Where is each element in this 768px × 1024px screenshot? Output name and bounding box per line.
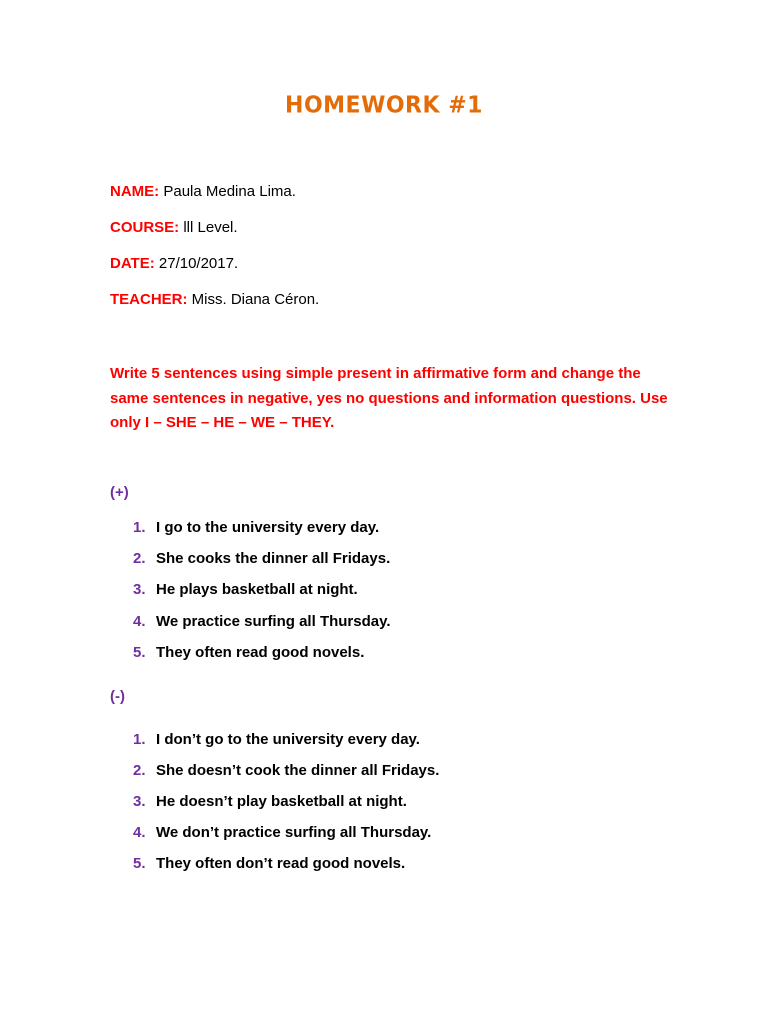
course-value: lll Level.	[183, 219, 238, 236]
list-item-text: They often read good novels.	[156, 644, 365, 661]
teacher-value: Miss. Diana Céron.	[191, 291, 320, 308]
list-item	[133, 824, 431, 841]
list-item-text: She cooks the dinner all Fridays.	[156, 550, 391, 567]
date-value: 27/10/2017.	[158, 255, 239, 272]
course-field	[110, 219, 238, 236]
name-value: Paula Medina Lima.	[163, 183, 296, 200]
list-item	[133, 731, 420, 748]
list-item-number: 1.	[133, 519, 146, 536]
list-item-text: He plays basketball at night.	[156, 581, 358, 598]
list-item-text: I go to the university every day.	[156, 519, 380, 536]
course-label: COURSE:	[110, 219, 180, 236]
name-label: NAME:	[110, 183, 160, 200]
teacher-label: TEACHER:	[110, 291, 188, 308]
list-item-text: I don’t go to the university every day.	[156, 731, 420, 748]
page-title: HOMEWORK #1	[285, 92, 483, 119]
list-item-number: 4.	[133, 613, 146, 630]
date-field	[110, 255, 238, 272]
list-item-number: 2.	[133, 550, 146, 567]
list-item	[133, 855, 405, 872]
list-item-text: They often don’t read good novels.	[156, 855, 406, 872]
list-item-number: 1.	[133, 731, 146, 748]
list-item-number: 5.	[133, 644, 146, 661]
teacher-field	[110, 291, 319, 308]
list-item	[133, 644, 364, 661]
list-item	[133, 793, 407, 810]
list-item	[133, 519, 379, 536]
list-item-text: We don’t practice surfing all Thursday.	[156, 824, 432, 841]
list-item	[133, 613, 391, 630]
list-item	[133, 762, 439, 779]
list-item	[133, 581, 358, 598]
date-label: DATE:	[110, 255, 155, 272]
list-item-text: We practice surfing all Thursday.	[156, 613, 391, 630]
list-item-number: 2.	[133, 762, 146, 779]
list-item-number: 4.	[133, 824, 146, 841]
negative-section-sign: (-)	[110, 688, 125, 705]
list-item	[133, 550, 390, 567]
affirmative-section-sign: (+)	[110, 484, 129, 501]
list-item-text: She doesn’t cook the dinner all Fridays.	[156, 762, 440, 779]
list-item-text: He doesn’t play basketball at night.	[156, 793, 407, 810]
list-item-number: 5.	[133, 855, 146, 872]
name-field	[110, 183, 296, 200]
list-item-number: 3.	[133, 793, 146, 810]
instructions-text: Write 5 sentences using simple present in affirmative form and change the same sentences in negative, yes no questions and information questions. Use only I – SHE – HE – WE – THEY.	[110, 365, 668, 431]
list-item-number: 3.	[133, 581, 146, 598]
